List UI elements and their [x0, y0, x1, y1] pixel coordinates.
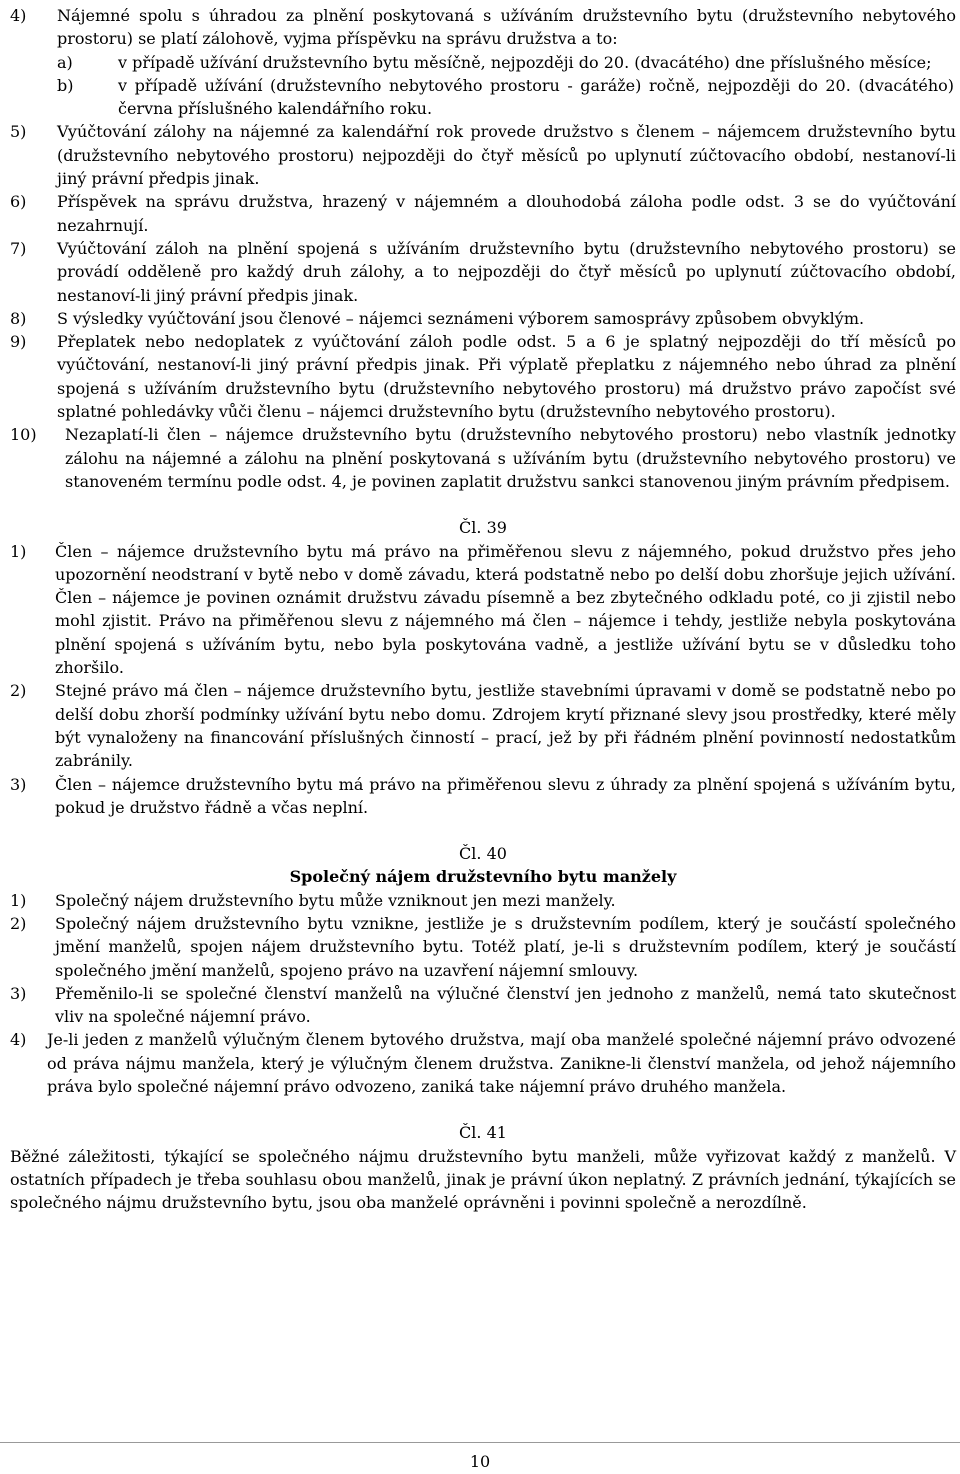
- paragraph-39-2: [10, 679, 956, 772]
- paragraph-text: Stejné právo má člen – nájemce družstevního bytu, jestliže stavebními úpravami v domě se podstatně nebo po delší dobu zhorší podmínky užívání bytu nebo domu. Zdrojem krytí přiznané slevy jsou prostředky, které měly být vynaloženy na financování příslušných činností – prací, jež by při řádném plnění povinností nedostatkům zabránily.: [55, 681, 956, 771]
- paragraph-text: Je-li jeden z manželů výlučným členem bytového družstva, mají oba manželé společné nájemní právo odvozené od práva nájmu manžela, který je výlučným členem družstva. Zanikne-li členství manžela, od jehož nájemního práva bylo společné nájemní právo odvozeno, zaniká take nájemní právo druhého manžela.: [47, 1030, 956, 1097]
- article-41-text: Běžné záležitosti, týkající se společného nájmu družstevního bytu manželi, může vyřizovat každý z manželů. V ostatních případech je třeba souhlasu obou manželů, jinak je právní úkon neplatný. Z právních jednání, týkajících se společného nájmu družstevního bytu, jsou oba manželé oprávněni i povinni společně a nerozdílně.: [10, 1146, 956, 1213]
- subparagraph-text: v případě užívání družstevního bytu měsíčně, nejpozději do 20. (dvacátého) dne příslušného měsíce;: [118, 52, 932, 72]
- paragraph-number: 4): [10, 1030, 27, 1050]
- paragraph-number: 7): [10, 238, 27, 258]
- paragraph-text: Společný nájem družstevního bytu může vzniknout jen mezi manžely.: [55, 890, 616, 910]
- paragraph-text: Vyúčtování záloh na plnění spojená s užíváním družstevního bytu (družstevního nebytového prostoru) se provádí odděleně pro každý druh zálohy, a to nejpozději do čtyř měsíců po uplynutí zúčtovacího období, nestanoví-li jiný právní předpis jinak.: [57, 238, 956, 305]
- paragraph-number: 2): [10, 913, 27, 933]
- subparagraph-b: [10, 74, 956, 121]
- paragraph-38-8: [10, 307, 956, 330]
- paragraph-number: 5): [10, 122, 27, 142]
- footer-divider: [0, 1442, 960, 1443]
- subparagraph-text: v případě užívání (družstevního nebytového prostoru - garáže) ročně, nejpozději do 20. (dvacátého) června příslušného kalendářního roku.: [118, 75, 954, 119]
- paragraph-number: 1): [10, 541, 27, 561]
- page-number: 10: [469, 1452, 491, 1471]
- paragraph-number: 2): [10, 681, 27, 701]
- paragraph-number: 6): [10, 192, 27, 212]
- article-40-heading: Čl. 40: [459, 844, 507, 864]
- paragraph-38-5: [10, 120, 956, 190]
- paragraph-38-10: [10, 423, 956, 493]
- subparagraph-label: a): [57, 52, 73, 72]
- paragraph-40-3: [10, 982, 956, 1029]
- article-39-heading: Čl. 39: [459, 518, 507, 538]
- paragraph-text: Vyúčtování zálohy na nájemné za kalendářní rok provede družstvo s členem – nájemcem družstevního bytu (družstevního nebytového prostoru) nejpozději do čtyř měsíců po uplynutí zúčtovacího období, nestanoví-li jiný právní předpis jinak.: [57, 122, 956, 189]
- subparagraph-label: b): [57, 75, 74, 95]
- article-41-heading: Čl. 41: [459, 1123, 507, 1143]
- paragraph-text: Člen – nájemce družstevního bytu má právo na přiměřenou slevu z nájemného, pokud družstvo přes jeho upozornění neodstraní v bytě nebo v domě závadu, která podstatně nebo po delší dobu zhoršuje jejich užívání. Člen – nájemce je povinen oznámit družstvu závadu písemně a bez zbytečného odkladu poté, co ji zjistil nebo mohl zjistit. Právo na přiměřenou slevu z nájemného má člen – nájemce i tehdy, jestliže nebyla poskytována plnění spojená s užíváním bytu, nebo byla poskytována vadně, a jestliže užívání bytu se v důsledku toho zhoršilo.: [55, 541, 956, 678]
- document-page: [10, 4, 956, 1215]
- paragraph-number: 8): [10, 308, 27, 328]
- paragraph-text: Nezaplatí-li člen – nájemce družstevního bytu (družstevního nebytového prostoru) nebo vlastník jednotky zálohu na nájemné a zálohu na plnění poskytovaná s užíváním bytu (družstevního nebytového prostoru) ve stanoveném termínu podle odst. 4, je povinen zaplatit družstvu sankci stanovenou jiným právním předpisem.: [65, 425, 956, 491]
- paragraph-number: 9): [10, 332, 27, 352]
- paragraph-text: Přeměnilo-li se společné členství manželů na výlučné členství jen jednoho z manželů, nemá tato skutečnost vliv na společné nájemní právo.: [55, 983, 956, 1027]
- paragraph-40-2: [10, 912, 956, 982]
- paragraph-text: Společný nájem družstevního bytu vznikne, jestliže je s družstevním podílem, který je součástí společného jmění manželů, spojen nájem družstevního bytu. Totéž platí, je-li s družstevním podílem, který je součástí společného jmění manželů, spojeno právo na uzavření nájemní smlouvy.: [55, 913, 956, 980]
- paragraph-39-1: [10, 540, 956, 680]
- paragraph-text: S výsledky vyúčtování jsou členové – nájemci seznámeni výborem samosprávy způsobem obvyklým.: [57, 308, 865, 328]
- paragraph-text: Příspěvek na správu družstva, hrazený v nájemném a dlouhodobá záloha podle odst. 3 se do vyúčtování nezahrnují.: [57, 192, 956, 235]
- paragraph-38-9: [10, 330, 956, 423]
- paragraph-number: 1): [10, 890, 27, 910]
- paragraph-number: 3): [10, 983, 27, 1003]
- paragraph-text: Člen – nájemce družstevního bytu má právo na přiměřenou slevu z úhrady za plnění spojená s užíváním bytu, pokud je družstvo řádně a včas neplní.: [55, 774, 956, 817]
- paragraph-text: Přeplatek nebo nedoplatek z vyúčtování záloh podle odst. 5 a 6 je splatný nejpozději do tří měsíců po vyúčtování, nestanoví-li jiný právní předpis jinak. Při výplatě přeplatku z nájemného nebo úhrad za plnění spojená s užíváním družstevního bytu (družstevního nebytového prostoru) má družstvo právo započíst své splatné pohledávky vůči členu – nájemci družstevního bytu (družstevního nebytového prostoru).: [57, 332, 956, 422]
- paragraph-40-1: [10, 889, 956, 912]
- paragraph-40-4: [10, 1028, 956, 1098]
- paragraph-39-3: [10, 773, 956, 820]
- article-40-title: Společný nájem družstevního bytu manžely: [289, 867, 677, 887]
- paragraph-number: 10): [10, 425, 37, 445]
- paragraph-number: 4): [10, 6, 27, 25]
- subparagraph-a: [10, 51, 956, 74]
- paragraph-38-4: [10, 4, 956, 51]
- paragraph-38-7: [10, 237, 956, 307]
- paragraph-number: 3): [10, 774, 27, 794]
- paragraph-text: Nájemné spolu s úhradou za plnění poskytovaná s užíváním družstevního bytu (družstevního nebytového prostoru) se platí zálohově, vyjma příspěvku na správu družstva a to:: [57, 6, 956, 49]
- paragraph-38-6: [10, 190, 956, 237]
